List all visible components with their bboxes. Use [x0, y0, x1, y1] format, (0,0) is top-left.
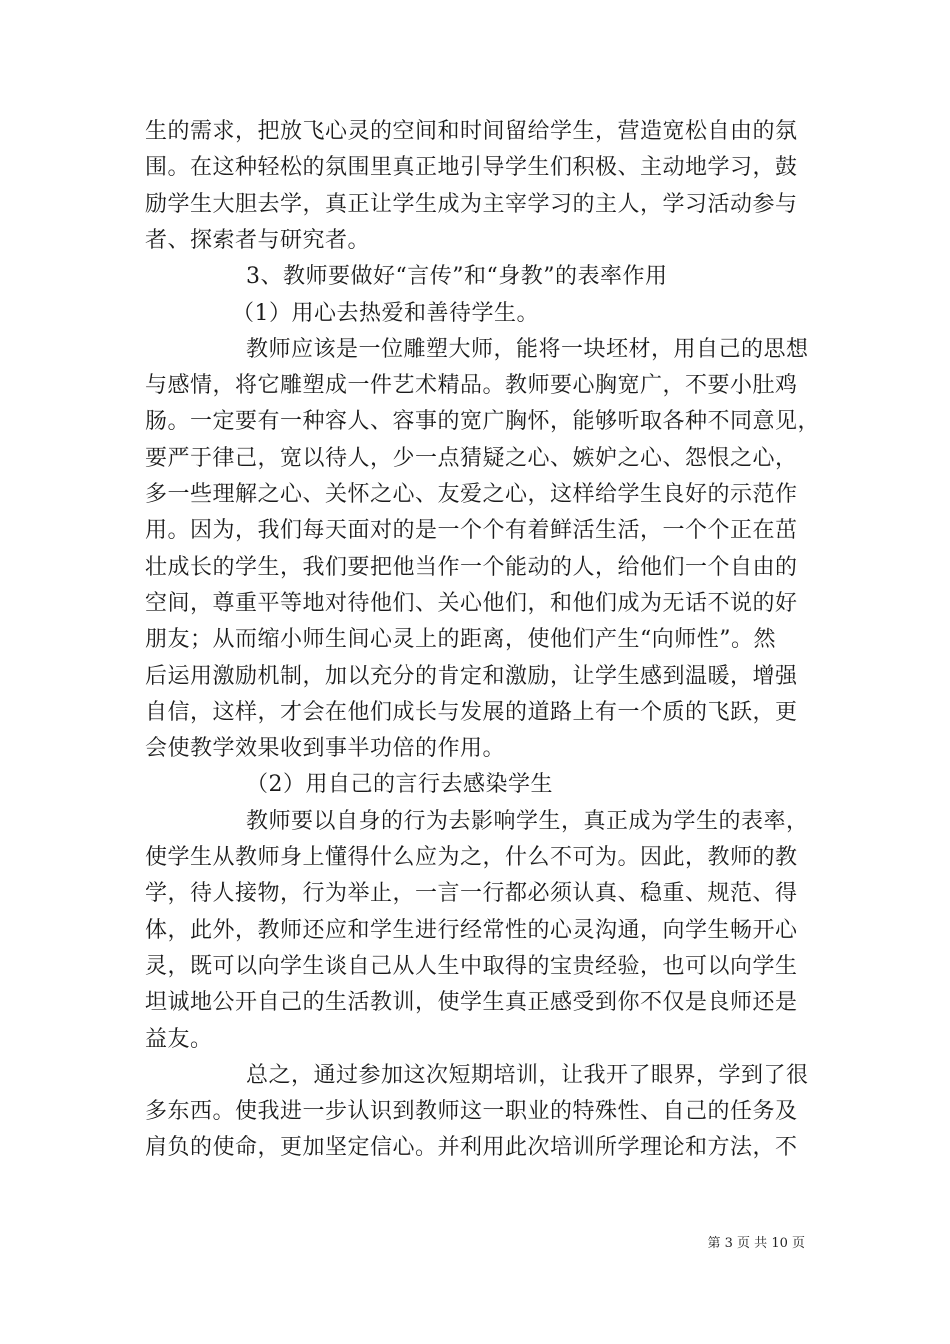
text-line: 灵，既可以向学生谈自己从人生中取得的宝贵经验，也可以向学生 [145, 954, 798, 979]
text-line: 肠。一定要有一种容人、容事的宽广胸怀，能够听取各种不同意见， [145, 409, 821, 434]
text-line: 会使教学效果收到事半功倍的作用。 [145, 736, 506, 761]
subsection-heading: （1）用心去热爱和善待学生。 [232, 301, 539, 326]
text-line: 用。因为，我们每天面对的是一个个有着鲜活生活，一个个正在茁 [145, 518, 798, 543]
text-line: 总之，通过参加这次短期培训，让我开了眼界，学到了很 [246, 1063, 809, 1088]
text-line: 体，此外，教师还应和学生进行经常性的心灵沟通，向学生畅开心 [145, 918, 798, 943]
text-line: 朋友；从而缩小师生间心灵上的距离，使他们产生“向师性”。然 [145, 627, 776, 652]
text-line: 空间，尊重平等地对待他们、关心他们，和他们成为无话不说的好 [145, 591, 798, 616]
text-line: 壮成长的学生，我们要把他当作一个能动的人，给他们一个自由的 [145, 555, 798, 580]
text-line: 后运用激励机制，加以充分的肯定和激励，让学生感到温暖，增强 [145, 664, 798, 689]
page-footer: 第 3 页 共 10 页 [707, 1236, 805, 1251]
text-line: 要严于律己，宽以待人，少一点猜疑之心、嫉妒之心、怨恨之心， [145, 446, 798, 471]
text-line: 多一些理解之心、关怀之心、友爱之心，这样给学生良好的示范作 [145, 482, 798, 507]
text-line: 坦诚地公开自己的生活教训，使学生真正感受到你不仅是良师还是 [145, 990, 798, 1015]
text-line: 生的需求，把放飞心灵的空间和时间留给学生，营造宽松自由的氛 [145, 119, 798, 144]
section-heading: 3、教师要做好“言传”和“身教”的表率作用 [246, 264, 668, 289]
text-line: 益友。 [145, 1027, 213, 1052]
text-line: 多东西。使我进一步认识到教师这一职业的特殊性、自己的任务及 [145, 1099, 798, 1124]
text-line: 使学生从教师身上懂得什么应为之，什么不可为。因此，教师的教 [145, 845, 798, 870]
text-line: 围。在这种轻松的氛围里真正地引导学生们积极、主动地学习，鼓 [145, 155, 798, 180]
text-line: 自信，这样，才会在他们成长与发展的道路上有一个质的飞跃，更 [145, 700, 798, 725]
subsection-heading: （2）用自己的言行去感染学生 [246, 772, 553, 797]
text-line: 与感情，将它雕塑成一件艺术精品。教师要心胸宽广，不要小肚鸡 [145, 373, 798, 398]
text-line: 肩负的使命，更加坚定信心。并利用此次培训所学理论和方法，不 [145, 1135, 798, 1160]
text-line: 教师要以自身的行为去影响学生，真正成为学生的表率， [246, 809, 809, 834]
text-line: 教师应该是一位雕塑大师，能将一块坯材，用自己的思想 [246, 337, 809, 362]
text-line: 学，待人接物，行为举止，一言一行都必须认真、稳重、规范、得 [145, 881, 798, 906]
text-line: 者、探索者与研究者。 [145, 228, 371, 253]
text-line: 励学生大胆去学，真正让学生成为主宰学习的主人，学习活动参与 [145, 192, 798, 217]
